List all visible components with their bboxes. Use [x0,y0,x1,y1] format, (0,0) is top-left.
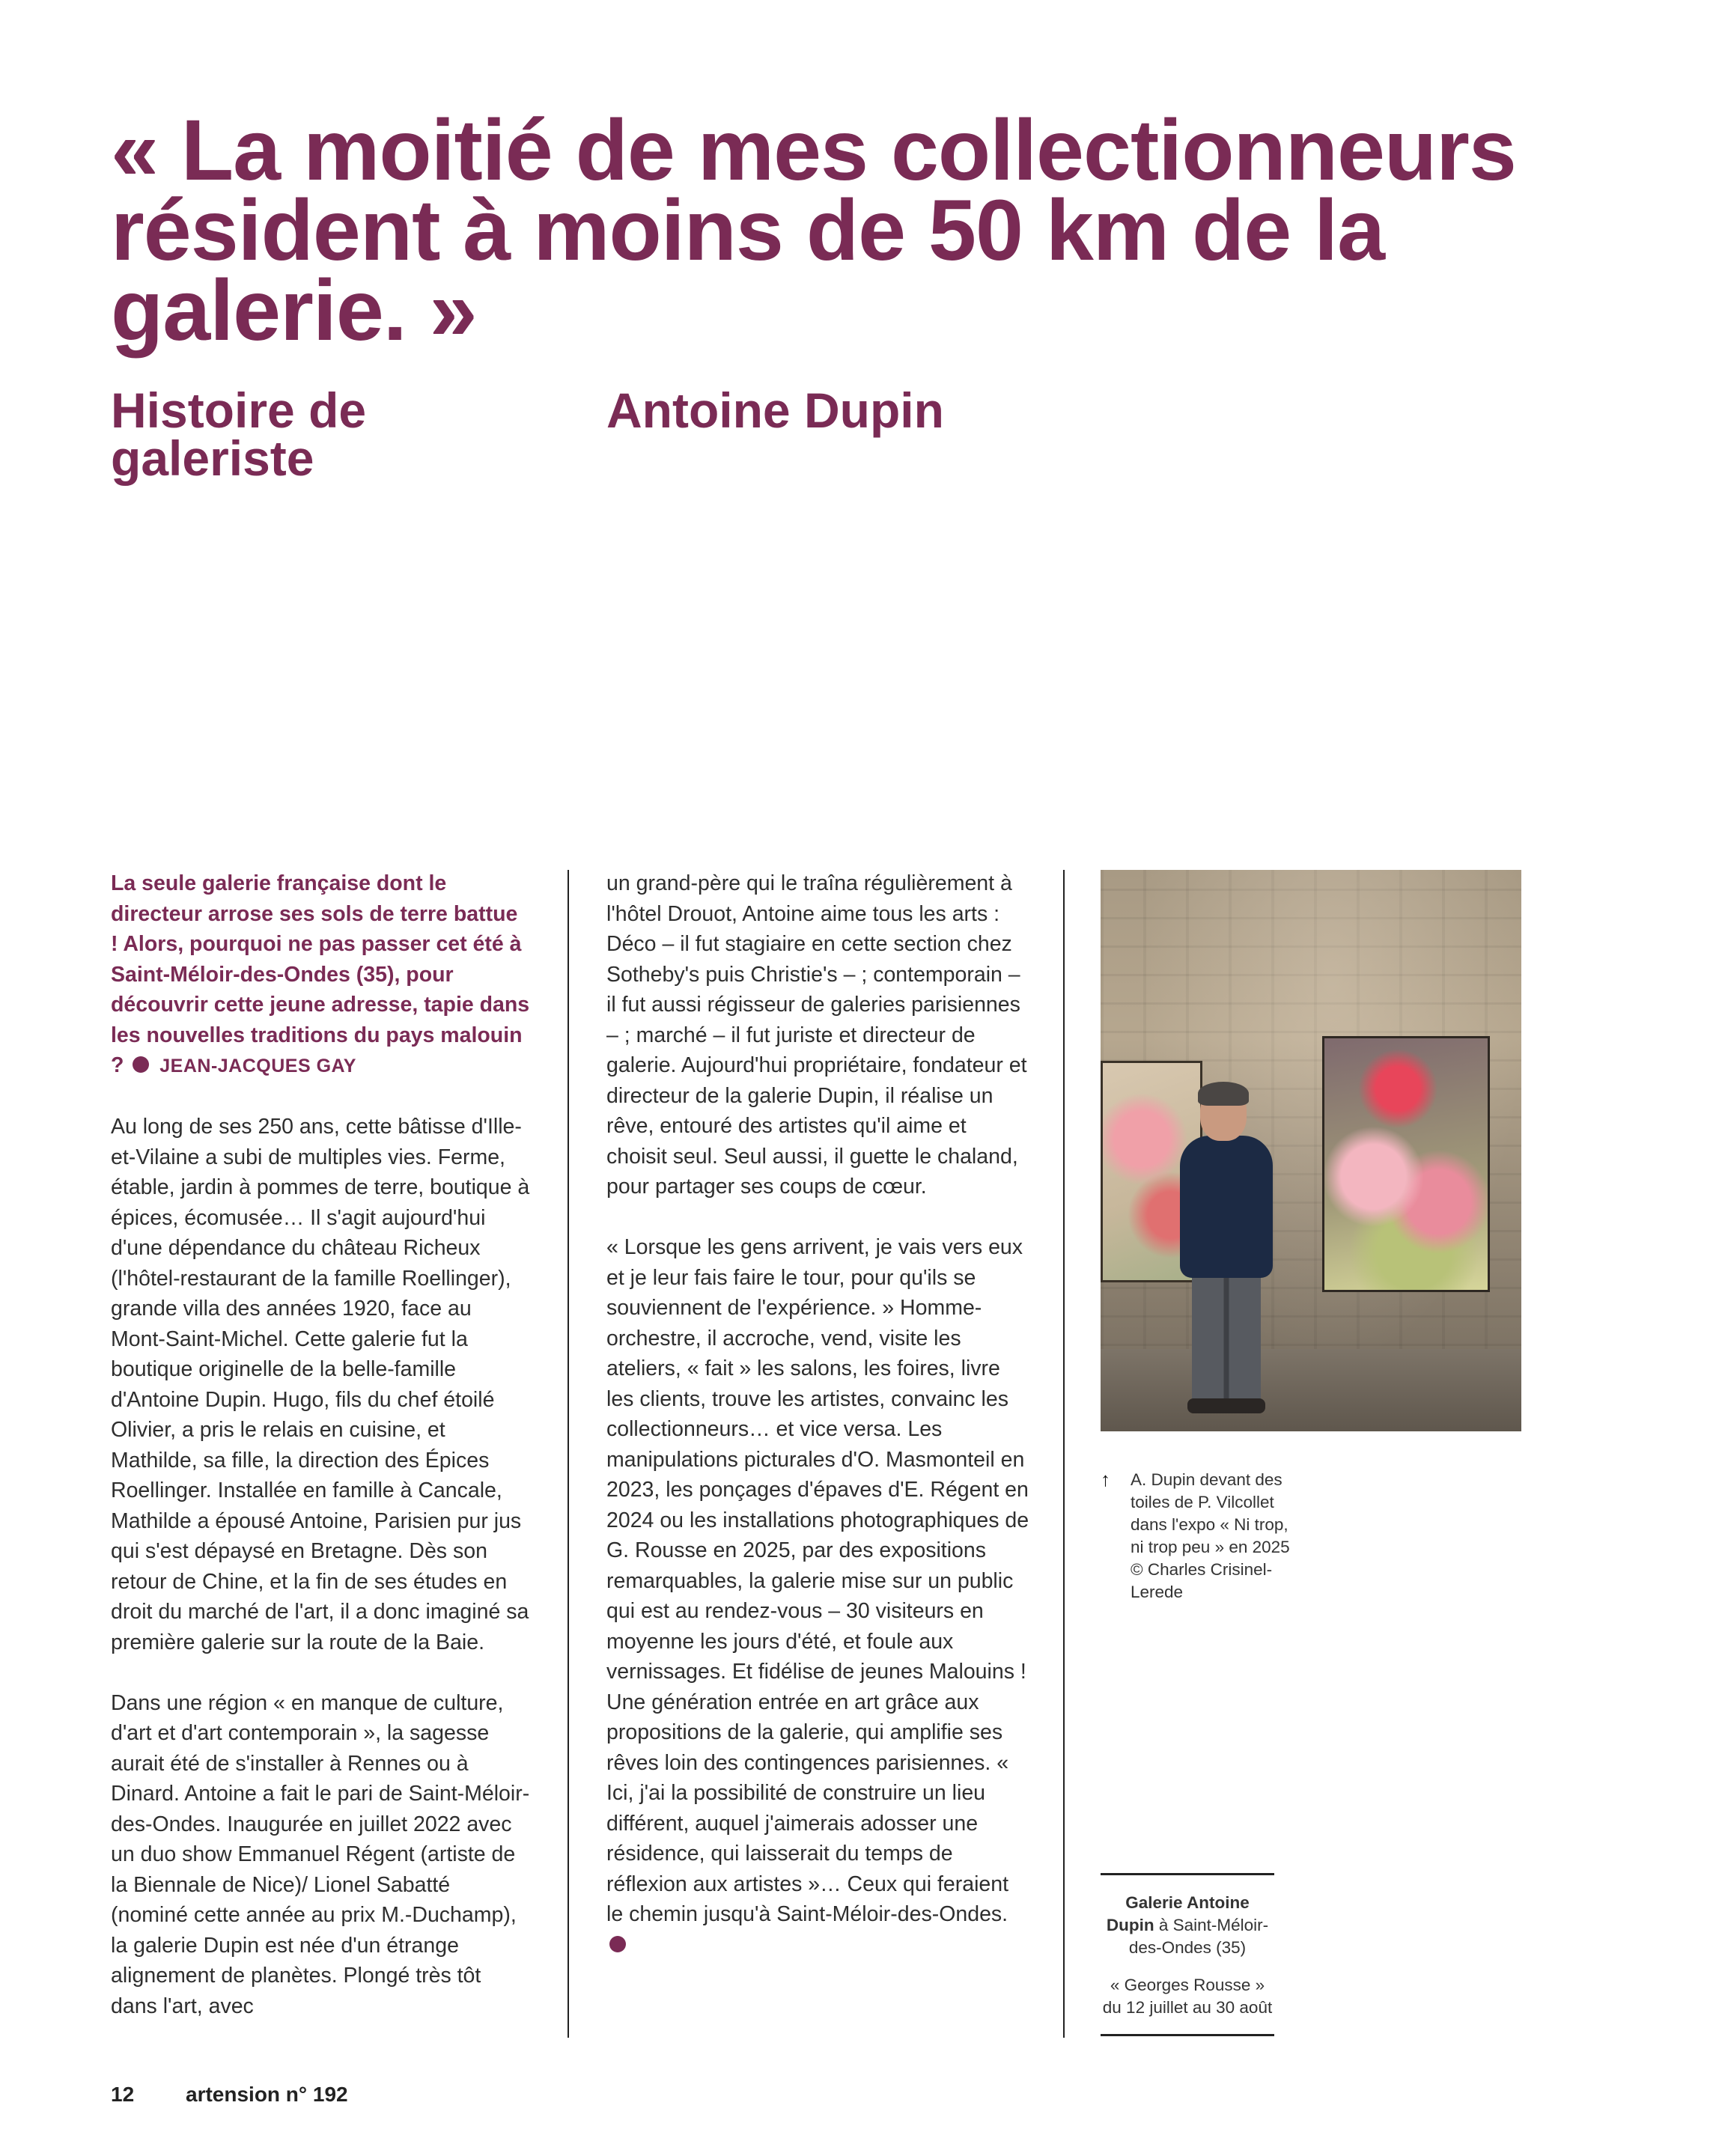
person-shoes [1187,1398,1265,1413]
bullet-icon [133,1056,149,1073]
person-legs [1192,1270,1261,1404]
article-column-1 [111,868,530,2052]
gallery-info-box [1101,1873,1274,2036]
person-torso [1180,1136,1273,1278]
section-rubric: Histoire de galeriste [111,383,367,486]
gallery-photo [1101,870,1521,1431]
floor [1101,1349,1521,1431]
gallery-address [1101,1892,1274,1959]
body-paragraph-4-wrap [606,1232,1029,1960]
page-number: 12 [111,2083,135,2106]
end-bullet-icon [609,1936,626,1952]
lead-paragraph [111,868,530,1082]
article-column-2 [606,868,1029,1991]
arrow-up-icon: ↑ [1101,1468,1110,1490]
body-paragraph-3: un grand-père qui le traîna régulièrement à l'hôtel Drouot, Antoine aime tous les arts : Déco – il fut stagiaire en cette section chez Sotheby's puis Christie's – ; contemporain – il fut aussi régisseur de galeries parisiennes – ; marché – il fut juriste et directeur de galerie. Aujourd'hui propriétaire, fondateur et directeur de la galerie Dupin, il réalise un rêve, entouré des artistes qu'il aime et choisit seul. Seul aussi, il guette le chaland, pour partager ses coups de cœur. [606,871,1027,1199]
body-paragraph-4: « Lorsque les gens arrivent, je vais vers eux et je leur fais faire le tour, pour qu'ils se souviennent de l'expérience. » Homme-orchestre, il accroche, vend, visite les ateliers, « fait » les salons, les foires, livre les clients, trouve les artistes, convainc les collectionneurs… et vice versa. Les manipulations picturales d'O. Masmonteil en 2023, les ponçages d'épaves d'E. Régent en 2024 ou les installations photographiques de G. Rousse en 2025, par des expositions remarquables, la galerie mise sur un public qui est au rendez-vous – 30 visiteurs en moyenne les jours d'été, et foule aux vernissages. Et fidélise de jeunes Malouins ! Une génération entrée en art grâce aux propositions de la galerie, qui amplifie ses rêves loin des contingences parisiennes. « Ici, j'ai la possibilité de construire un lieu différent, auquel j'aimerais adosser une résidence, qui laisserait du temps de réflexion aux artistes »… Ceux qui feraient le chemin jusqu'à Saint-Méloir-des-Ondes. [606,1235,1029,1926]
body-paragraph-2: Dans une région « en manque de culture, d'art et d'art contemporain », la sagesse aurait été de s'installer à Rennes ou à Dinard. Antoine a fait le pari de Saint-Méloir-des-Ondes. Inaugurée en juillet 2022 avec un duo show Emmanuel Régent (artiste de la Biennale de Nice)/ Lionel Sabatté (nominé cette année au prix M.-Duchamp), la galerie Dupin est née d'un étrange alignement de planètes. Plongé très tôt dans l'art, avec [111,1690,530,2018]
lead-text: La seule galerie française dont le directeur arrose ses sols de terre battue ! Alors, pourquoi ne pas passer cet été à Saint-Méloir-des-Ondes (35), pour découvrir cette jeune adresse, tapie dans les nouvelles traditions du pays malouin ? [111,871,530,1077]
gallery-name: Galerie Antoine Dupin [1106,1893,1250,1934]
magazine-issue: artension n° 192 [186,2083,348,2106]
body-paragraph-1: Au long de ses 250 ans, cette bâtisse d'Ille-et-Vilaine a subi de multiples vies. Ferme, étable, jardin à pommes de terre, boutique à épices, écomusée… Il s'agit aujourd'hui d'une dépendance du château Richeux (l'hôtel-restaurant de la famille Roellinger), grande villa des années 1920, face au Mont-Saint-Michel. Cette galerie fut la boutique originelle de la belle-famille d'Antoine Dupin. Hugo, fils du chef étoilé Olivier, a pris le relais en cuisine, et Mathilde, sa fille, la direction des Épices Roellinger. Installée en famille à Cancale, Mathilde a épousé Antoine, Parisien pur jus qui s'est dépaysé en Bretagne. Dès son retour de Chine, et la fin de ses études en droit du marché de l'art, il a donc imaginé sa première galerie sur la route de la Baie. [111,1115,530,1654]
exhibition-dates: « Georges Rousse » du 12 juillet au 30 août [1102,1976,1273,2017]
column-divider [1063,870,1065,2038]
photo-caption [1101,1469,1295,1604]
byline: JEAN-JACQUES GAY [159,1056,356,1077]
gallerist-name: Antoine Dupin [606,383,944,438]
column-divider [568,870,569,2038]
person-hair [1198,1082,1249,1106]
floral-painting-right [1322,1036,1490,1292]
headline-quote: « La moitié de mes collectionneurs résident à moins de 50 km de la galerie. » [111,103,1516,359]
gallery-location: à Saint-Méloir-des-Ondes (35) [1128,1916,1269,1957]
caption-text: A. Dupin devant des toiles de P. Vilcollet dans l'expo « Ni trop, ni trop peu » en 2025 © Charles Crisinel-Lerede [1131,1470,1290,1601]
